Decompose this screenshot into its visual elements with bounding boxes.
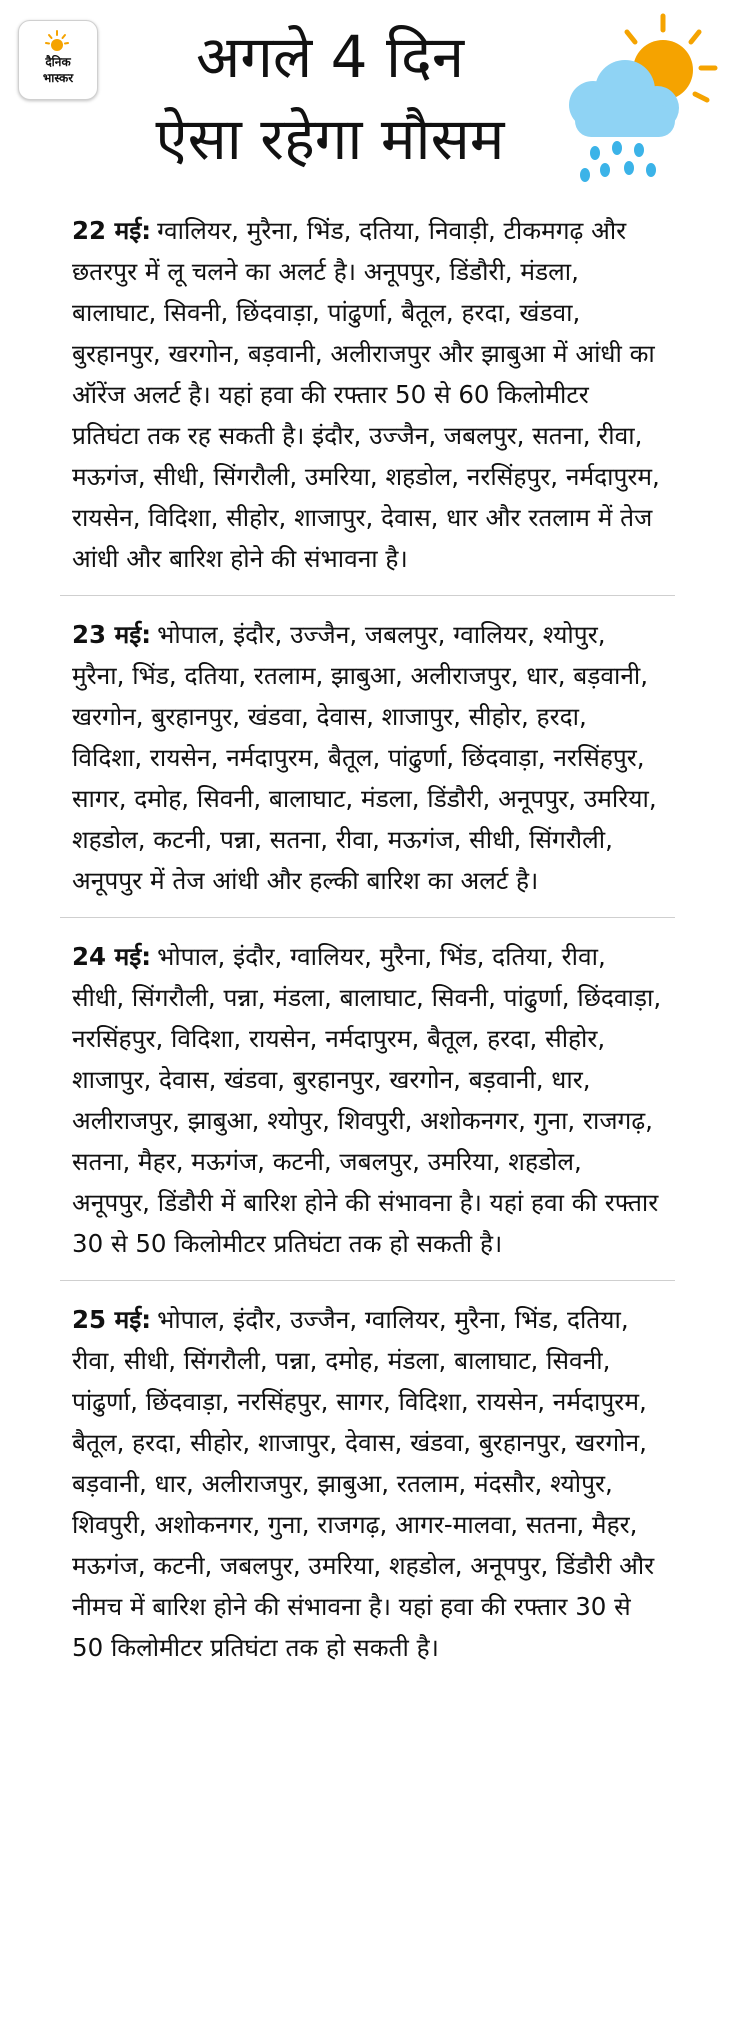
forecast-item	[60, 918, 675, 1281]
forecast-text: भोपाल, इंदौर, ग्वालियर, मुरैना, भिंड, दतिया, रीवा, सीधी, सिंगरौली, पन्ना, मंडला, बालाघाट, सिवनी, पांढुर्णा, छिंदवाड़ा, नरसिंहपुर, विदिशा, रायसेन, नर्मदापुरम, बैतूल, हरदा, सीहोर, शाजापुर, देवास, खंडवा, बुरहानपुर, खरगोन, बड़वानी, धार, अलीराजपुर, झाबुआ, श्योपुर, शिवपुरी, अशोकनगर, गुना, राजगढ़, सतना, मैहर, मऊगंज, कटनी, जबलपुर, उमरिया, शहडोल, अनूपपुर, डिंडौरी में बारिश होने की संभावना है। यहां हवा की रफ्तार 30 से 50 किलोमीटर प्रतिघंटा तक हो सकती है।	[72, 942, 662, 1258]
sun-icon	[45, 29, 69, 53]
forecast-text: ग्वालियर, मुरैना, भिंड, दतिया, निवाड़ी, टीकमगढ़ और छतरपुर में लू चलने का अलर्ट है। अनूपपुर, डिंडौरी, मंडला, बालाघाट, सिवनी, छिंदवाड़ा, पांढुर्णा, बैतूल, हरदा, खंडवा, बुरहानपुर, खरगोन, बड़वानी, अलीराजपुर और झाबुआ में आंधी का ऑरेंज अलर्ट है। यहां हवा की रफ्तार 50 से 60 किलोमीटर प्रतिघंटा तक रह सकती है। इंदौर, उज्जैन, जबलपुर, सतना, रीवा, मऊगंज, सीधी, सिंगरौली, उमरिया, शहडोल, नरसिंहपुर, नर्मदापुरम, रायसेन, विदिशा, सीहोर, शाजापुर, देवास, धार और रतलाम में तेज आंधी और बारिश होने की संभावना है।	[72, 216, 660, 573]
logo-text-line2: भास्कर	[42, 71, 74, 85]
dainik-bhaskar-logo	[18, 20, 98, 100]
forecast-list	[60, 192, 675, 1684]
forecast-item	[60, 596, 675, 918]
forecast-item	[60, 1281, 675, 1684]
page-title-line2: ऐसा रहेगा मौसम	[155, 105, 505, 173]
forecast-item	[60, 192, 675, 596]
forecast-date: 22 मई:	[72, 216, 152, 245]
forecast-date: 25 मई:	[72, 1305, 152, 1334]
logo-text-line1: दैनिक	[45, 55, 71, 69]
forecast-text: भोपाल, इंदौर, उज्जैन, जबलपुर, ग्वालियर, श्योपुर, मुरैना, भिंड, दतिया, रतलाम, झाबुआ, अलीराजपुर, धार, बड़वानी, खरगोन, बुरहानपुर, खंडवा, देवास, शाजापुर, सीहोर, हरदा, विदिशा, रायसेन, नर्मदापुरम, बैतूल, पांढुर्णा, छिंदवाड़ा, नरसिंहपुर, सागर, दमोह, सिवनी, बालाघाट, मंडला, डिंडौरी, अनूपपुर, उमरिया, शहडोल, कटनी, पन्ना, सतना, रीवा, मऊगंज, सीधी, सिंगरौली, अनूपपुर में तेज आंधी और हल्की बारिश का अलर्ट है।	[72, 620, 657, 895]
forecast-date: 24 मई:	[72, 942, 152, 971]
sun-cloud-rain-icon	[545, 10, 720, 185]
forecast-text: भोपाल, इंदौर, उज्जैन, ग्वालियर, मुरैना, भिंड, दतिया, रीवा, सीधी, सिंगरौली, पन्ना, दमोह, मंडला, बालाघाट, सिवनी, पांढुर्णा, छिंदवाड़ा, नरसिंहपुर, सागर, विदिशा, रायसेन, नर्मदापुरम, बैतूल, हरदा, सीहोर, शाजापुर, देवास, खंडवा, बुरहानपुर, खरगोन, बड़वानी, धार, अलीराजपुर, झाबुआ, रतलाम, मंदसौर, श्योपुर, शिवपुरी, अशोकनगर, गुना, राजगढ़, आगर-मालवा, सतना, मैहर, मऊगंज, कटनी, जबलपुर, उमरिया, शहडोल, अनूपपुर, डिंडौरी और नीमच में बारिश होने की संभावना है। यहां हवा की रफ्तार 30 से 50 किलोमीटर प्रतिघंटा तक हो सकती है।	[72, 1305, 655, 1662]
header	[0, 0, 730, 192]
forecast-date: 23 मई:	[72, 620, 152, 649]
page-title-line1: अगले 4 दिन	[195, 23, 465, 91]
